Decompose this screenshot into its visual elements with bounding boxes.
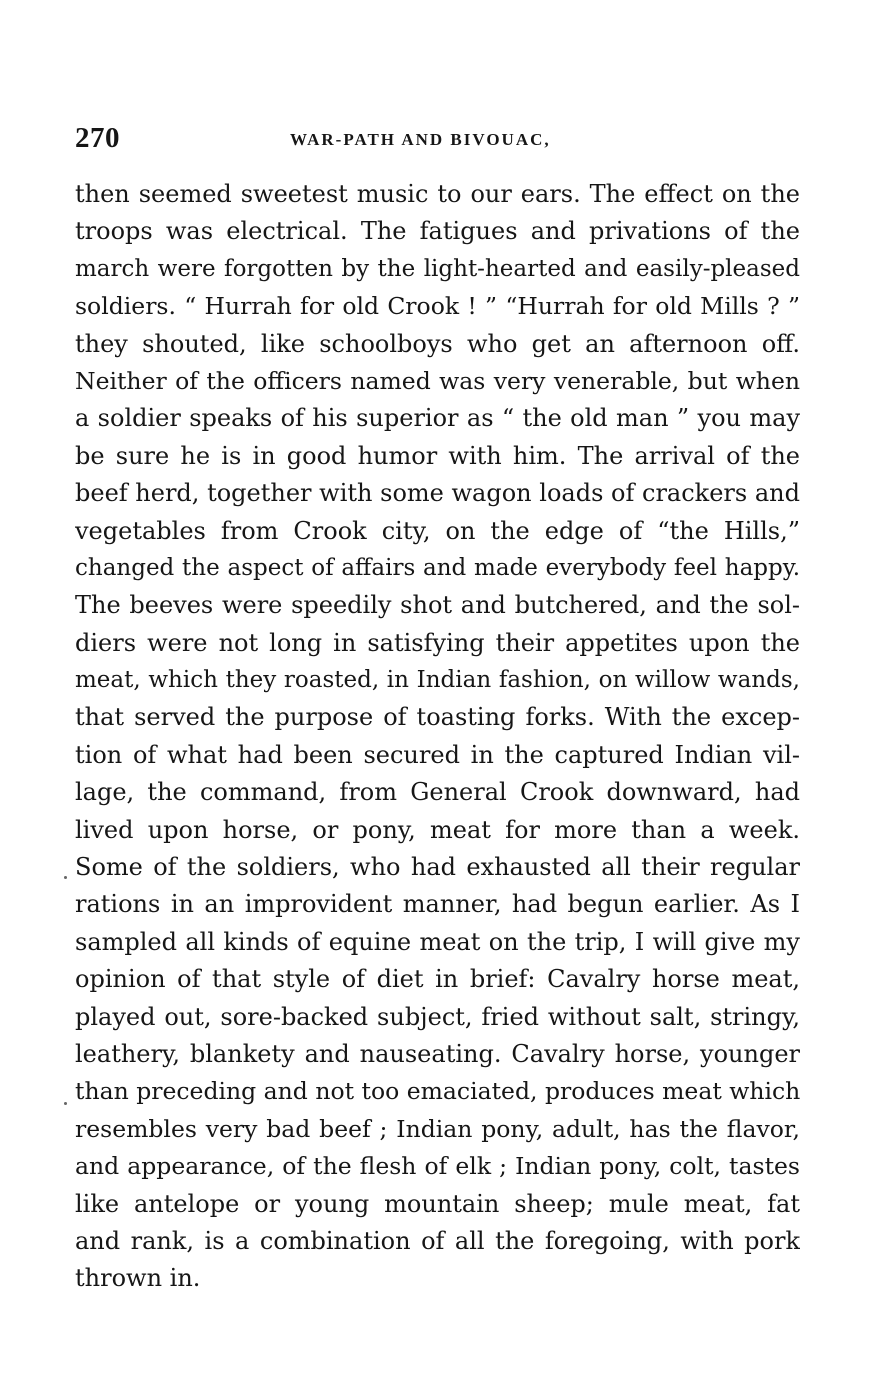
text-line: vegetables from Crook city, on the edge of “the Hills,” <box>75 516 800 545</box>
print-speck <box>64 876 67 879</box>
text-line: meat, which they roasted, in Indian fashion, on willow wands, <box>75 667 800 694</box>
text-line: changed the aspect of affairs and made everybody feel happy. <box>75 554 800 581</box>
running-head: WAR-PATH AND BIVOUAC, <box>290 130 551 149</box>
text-line: beef herd, together with some wagon loads of crackers and <box>75 479 800 508</box>
text-line: opinion of that style of diet in brief: Cavalry horse meat, <box>75 965 800 994</box>
text-line: rations in an improvident manner, had begun earlier. As I <box>75 890 800 919</box>
text-line: and rank, is a combination of all the foregoing, with pork <box>75 1226 800 1255</box>
text-line: The beeves were speedily shot and butchered, and the sol- <box>75 591 800 620</box>
text-line: sampled all kinds of equine meat on the trip, I will give my <box>75 927 800 956</box>
text-line: resembles very bad beef ; Indian pony, adult, has the flavor, <box>75 1114 800 1143</box>
text-line: tion of what had been secured in the captured Indian vil- <box>75 740 800 769</box>
text-line: played out, sore-backed subject, fried without salt, stringy, <box>75 1002 800 1031</box>
text-line: they shouted, like schoolboys who get an afternoon off. <box>75 329 800 358</box>
page-number: 270 <box>75 122 120 154</box>
text-line: and appearance, of the flesh of elk ; Indian pony, colt, tastes <box>75 1152 800 1181</box>
text-line: lived upon horse, or pony, meat for more than a week. <box>75 815 800 844</box>
text-line: leathery, blankety and nauseating. Cavalry horse, younger <box>75 1039 800 1068</box>
body-text <box>75 176 800 1298</box>
text-line: than preceding and not too emaciated, produces meat which <box>75 1077 800 1106</box>
text-line: lage, the command, from General Crook downward, had <box>75 778 800 807</box>
text-line: be sure he is in good humor with him. The arrival of the <box>75 441 800 470</box>
page-header <box>75 118 800 158</box>
text-line: that served the purpose of toasting forks. With the excep- <box>75 703 800 732</box>
text-line: Neither of the officers named was very venerable, but when <box>75 366 800 395</box>
text-line: troops was electrical. The fatigues and privations of the <box>75 217 800 246</box>
text-line: march were forgotten by the light-hearted and easily-pleased <box>75 255 800 282</box>
text-line: thrown in. <box>75 1264 201 1293</box>
text-line: a soldier speaks of his superior as “ the old man ” you may <box>75 404 800 433</box>
text-line: diers were not long in satisfying their appetites upon the <box>75 628 800 657</box>
text-line: then seemed sweetest music to our ears. The effect on the <box>75 180 800 208</box>
print-speck <box>64 1102 67 1105</box>
text-line: soldiers. “ Hurrah for old Crook ! ” “Hurrah for old Mills ? ” <box>75 292 800 321</box>
text-line: Some of the soldiers, who had exhausted all their regular <box>75 853 800 882</box>
text-line: like antelope or young mountain sheep; mule meat, fat <box>75 1189 800 1218</box>
